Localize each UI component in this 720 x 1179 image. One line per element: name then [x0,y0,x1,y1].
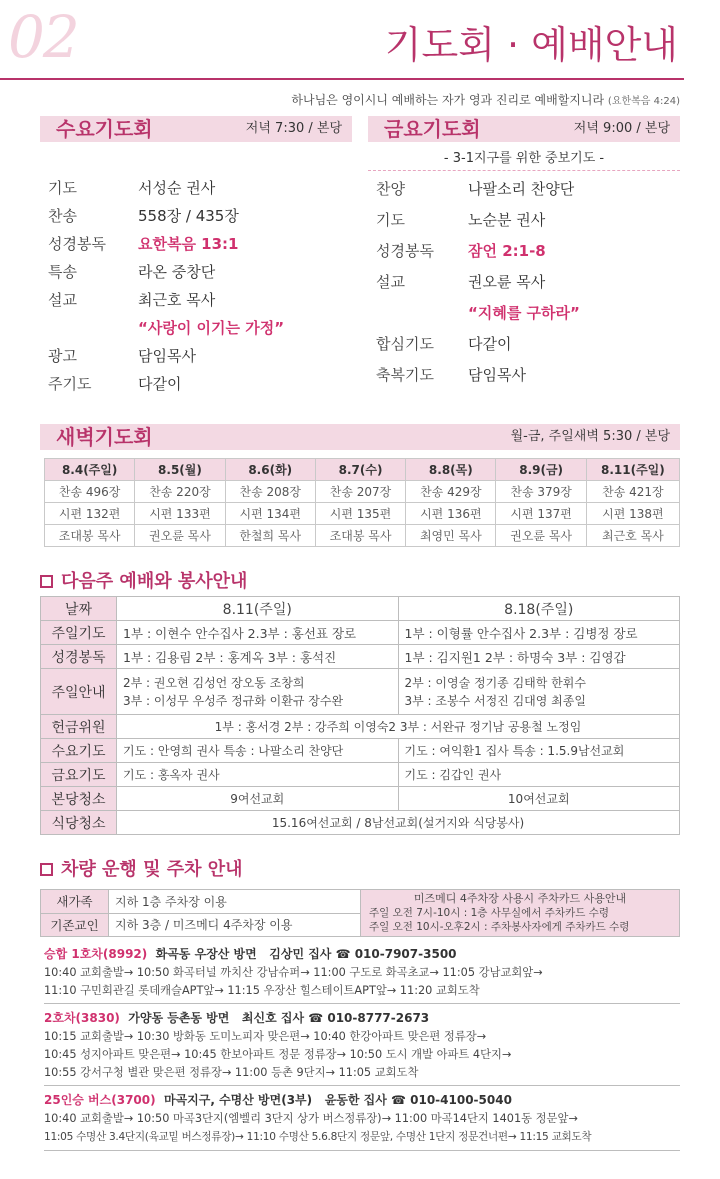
bus-driver: 윤동한 집사 ☎ 010-4100-5040 [324,1093,512,1107]
row-value: 다같이 [468,335,512,353]
psalm-cell: 시편 132편 [45,503,135,525]
row-label: 주기도 [48,375,92,393]
row-header: 주일안내 [41,669,117,715]
hymn-cell: 찬송 496장 [45,481,135,503]
bus-route-header [44,1008,680,1028]
day-cell: 8.8(목) [406,459,496,481]
row-label: 찬송 [48,207,77,225]
wed-row-hymn [48,202,348,230]
svc-cell: 1부 : 김지원1 2부 : 하명숙 3부 : 김영갑 [398,645,680,669]
row-value: 라온 중창단 [138,263,216,281]
row-value: 요한복음 13:1 [138,235,239,253]
hymn-cell: 찬송 429장 [406,481,496,503]
page-number: 02 [8,3,78,71]
row-header: 금요기도 [41,763,117,787]
next-week-heading [40,570,247,594]
sermon-title: “지혜를 구하라” [468,304,580,322]
row-value: 최근호 목사 [138,291,216,309]
svc-cell: 기도 : 안영희 권사 특송 : 나팔소리 찬양단 [117,739,399,763]
verse-text: 하나님은 영이시니 예배하는 자가 영과 진리로 예배할지니라 [291,93,605,107]
bus-name: 승합 1호차(8992) [44,947,148,961]
wed-row-notice [48,342,348,370]
svc-fri-row [41,763,680,787]
dawn-psalms-row [45,503,680,525]
fri-row-sermon [376,267,676,298]
svc-cell: 1부 : 홍서경 2부 : 강주희 이영숙2 3부 : 서완규 정기남 공용철 노정임 [117,715,680,739]
hymn-cell: 찬송 208장 [225,481,315,503]
wed-row-prayer [48,174,348,202]
row-label: 성경봉독 [376,242,434,260]
bus-divider [44,1150,680,1151]
row-header: 날짜 [41,597,117,621]
sermon-title: “사랑이 이기는 가정” [138,319,285,337]
parking-notice-title: 미즈메디 4주차장 사용시 주차카드 사용안내 [413,892,627,905]
wed-row-special [48,258,348,286]
bus-divider [44,1003,680,1004]
bus-driver: 김상민 집사 ☎ 010-7907-3500 [269,947,457,961]
fri-prayer-title: 금요기도회 [384,117,481,141]
verse-line [291,91,680,108]
fri-row-group-prayer [376,329,676,360]
square-bullet-icon [40,575,53,588]
svc-cell: 15.16여선교회 / 8남선교회(설거지와 식당봉사) [117,811,680,835]
row-label: 설교 [376,273,405,291]
wed-row-sermon [48,286,348,314]
hymn-cell: 찬송 207장 [315,481,405,503]
day-cell: 8.9(금) [496,459,586,481]
svc-cell: 기도 : 홍옥자 권사 [117,763,399,787]
wed-prayer-order [48,174,348,398]
wed-row-lords-prayer [48,370,348,398]
dawn-prayer-header [40,424,680,450]
parking-new-row [41,890,680,914]
row-value: 담임목사 [468,366,526,384]
preacher-cell: 최영민 목사 [406,525,496,547]
svc-cell: 1부 : 이현수 안수집사 2.3부 : 홍선표 장로 [117,621,399,645]
svc-cell: 기도 : 김갑인 권사 [398,763,680,787]
svc-guide-row [41,669,680,715]
bus-stop-line: 10:15 교회출발→ 10:30 방화동 도미노피자 맞은편→ 10:40 한강아파트 맞은편 정류장→ [44,1030,487,1043]
wed-prayer-time: 저녁 7:30 / 본당 [245,121,342,136]
fri-row-praise [376,174,676,205]
fri-prayer-header [368,116,680,142]
svc-wed-row [41,739,680,763]
dawn-days-row [45,459,680,481]
date-cell: 8.11(주일) [117,597,399,621]
wed-row-sermon-title [48,314,348,342]
row-label: 기도 [376,211,405,229]
parking-cell: 지하 3층 / 미즈메디 4주차장 이용 [109,913,361,937]
row-value: 잠언 2:1-8 [468,242,546,260]
day-cell: 8.11(주일) [586,459,679,481]
svc-cell: 1부 : 이형률 안수집사 2.3부 : 김병정 장로 [398,621,680,645]
svc-cell [117,669,399,715]
day-cell: 8.4(주일) [45,459,135,481]
car-heading [40,858,243,882]
parking-cell: 지하 1층 주차장 이용 [109,890,361,914]
row-header: 헌금위원 [41,715,117,739]
parking-notice-line: 주일 오전 10시-오후2시 : 주차봉사자에게 주차카드 수령 [369,921,630,933]
preacher-cell: 조대봉 목사 [45,525,135,547]
bus-route-3 [44,1090,680,1146]
dawn-preachers-row [45,525,680,547]
day-cell: 8.5(월) [135,459,225,481]
day-cell: 8.6(화) [225,459,315,481]
dawn-prayer-title: 새벽기도회 [56,425,153,449]
wed-prayer-title: 수요기도회 [56,117,153,141]
fri-prayer-time: 저녁 9:00 / 본당 [573,121,670,136]
fri-row-sermon-title [376,298,676,329]
bus-stop-line: 11:10 구민회관길 롯데캐슬APT앞→ 11:15 우장산 힐스테이트APT앞→ 11:20 교회도착 [44,984,480,997]
row-value: 권오륜 목사 [468,273,546,291]
preacher-cell: 권오륜 목사 [496,525,586,547]
date-cell: 8.18(주일) [398,597,680,621]
row-label: 설교 [48,291,77,309]
fri-prayer-subtitle: - 3-1지구를 위한 중보기도 - [443,151,605,166]
row-label: 성경봉독 [48,235,106,253]
svc-kitchen-row [41,811,680,835]
row-label: 기도 [48,179,77,197]
svc-cell: 1부 : 김용림 2부 : 홍계옥 3부 : 홍석진 [117,645,399,669]
row-value: 노순분 권사 [468,211,546,229]
fri-row-benediction [376,360,676,391]
row-header: 새가족 [41,890,109,914]
row-label: 합심기도 [376,335,434,353]
dawn-hymns-row [45,481,680,503]
bus-direction: 화곡동 우장산 방면 [155,947,257,961]
row-value: 담임목사 [138,347,196,365]
bus-route-1 [44,944,680,1000]
svc-cell [398,669,680,715]
bus-route-header [44,944,680,964]
svc-pray-row [41,621,680,645]
square-bullet-icon [40,863,53,876]
parking-notice [361,890,680,937]
title-divider [0,78,684,80]
row-value: 다같이 [138,375,182,393]
svc-clean-row [41,787,680,811]
fri-row-reading [376,236,676,267]
svc-offering-row [41,715,680,739]
next-week-title: 다음주 예배와 봉사안내 [61,571,248,592]
bus-stop-line: 11:05 수명산 3.4단지(육교밑 버스정류장)→ 11:10 수명산 5.6.8단지 정문앞, 수명산 1단지 정문건너편→ 11:15 교회도착 [44,1131,592,1143]
guide-line: 2부 : 이영술 정기종 김태학 한휘수 [404,675,586,690]
bus-driver: 최신호 집사 ☎ 010-8777-2673 [241,1011,430,1025]
row-label: 광고 [48,347,77,365]
fri-prayer-order [376,174,676,391]
bus-route-header [44,1090,680,1110]
preacher-cell: 최근호 목사 [586,525,679,547]
guide-line: 2부 : 권오현 김성언 장오동 조창희 [123,675,305,690]
row-header: 주일기도 [41,621,117,645]
svc-cell: 9여선교회 [117,787,399,811]
psalm-cell: 시편 136편 [406,503,496,525]
bus-name: 25인승 버스(3700) [44,1093,156,1107]
row-header: 식당청소 [41,811,117,835]
preacher-cell: 한철희 목사 [225,525,315,547]
bus-route-2 [44,1008,680,1082]
psalm-cell: 시편 133편 [135,503,225,525]
psalm-cell: 시편 134편 [225,503,315,525]
verse-reference: (요한복음 4:24) [607,96,680,107]
day-cell: 8.7(수) [315,459,405,481]
bus-divider [44,1085,680,1086]
dawn-schedule-table [44,458,680,547]
row-header: 기존교인 [41,913,109,937]
row-value: 나팔소리 찬양단 [468,180,575,198]
svc-date-row [41,597,680,621]
bus-stop-line: 10:40 교회출발→ 10:50 화곡터널 까치산 강남슈퍼→ 11:00 구도로 화곡초교→ 11:05 강남교회앞→ [44,966,543,979]
next-week-table [40,596,680,835]
wed-prayer-header [40,116,352,142]
guide-line: 3부 : 이성무 우성주 정규화 이환규 장수완 [123,693,344,708]
car-title: 차량 운행 및 주차 안내 [61,859,243,880]
bus-direction: 가양동 등촌동 방면 [128,1011,230,1025]
wed-row-reading [48,230,348,258]
dawn-prayer-time: 월-금, 주일새벽 5:30 / 본당 [510,429,670,444]
svc-read-row [41,645,680,669]
bus-stop-line: 10:40 교회출발→ 10:50 마곡3단지(엠벨리 3단지 상가 버스정류장)→ 11:00 마곡14단지 1401동 정문앞→ [44,1112,578,1125]
psalm-cell: 시편 137편 [496,503,586,525]
preacher-cell: 권오륜 목사 [135,525,225,547]
row-value: 558장 / 435장 [138,207,239,225]
bus-stop-line: 10:55 강서구청 별관 맞은편 정류장→ 11:00 등촌 9단지→ 11:05 교회도착 [44,1066,419,1079]
guide-line: 3부 : 조봉수 서정진 김대영 최종일 [404,693,586,708]
svc-cell: 10여선교회 [398,787,680,811]
preacher-cell: 조대봉 목사 [315,525,405,547]
bus-name: 2호차(3830) [44,1011,120,1025]
row-value: 서성순 권사 [138,179,216,197]
row-label: 축복기도 [376,366,434,384]
page-title: 기도회 · 예배안내 [384,23,678,67]
hymn-cell: 찬송 421장 [586,481,679,503]
bus-stop-line: 10:45 성지아파트 맞은편→ 10:45 한보아파트 정문 정류장→ 10:50 도시 개발 아파트 4단지→ [44,1048,512,1061]
parking-table [40,889,680,937]
row-header: 성경봉독 [41,645,117,669]
hymn-cell: 찬송 220장 [135,481,225,503]
fri-row-prayer [376,205,676,236]
parking-notice-line: 주일 오전 7시-10시 : 1층 사무실에서 주차카드 수령 [369,907,609,919]
row-label: 특송 [48,263,77,281]
psalm-cell: 시편 135편 [315,503,405,525]
row-header: 수요기도 [41,739,117,763]
fri-divider [368,170,680,171]
row-header: 본당청소 [41,787,117,811]
hymn-cell: 찬송 379장 [496,481,586,503]
psalm-cell: 시편 138편 [586,503,679,525]
row-label: 찬양 [376,180,405,198]
svc-cell: 기도 : 여익환1 집사 특송 : 1.5.9남선교회 [398,739,680,763]
bus-direction: 마곡지구, 수명산 방면(3부) [163,1093,313,1107]
